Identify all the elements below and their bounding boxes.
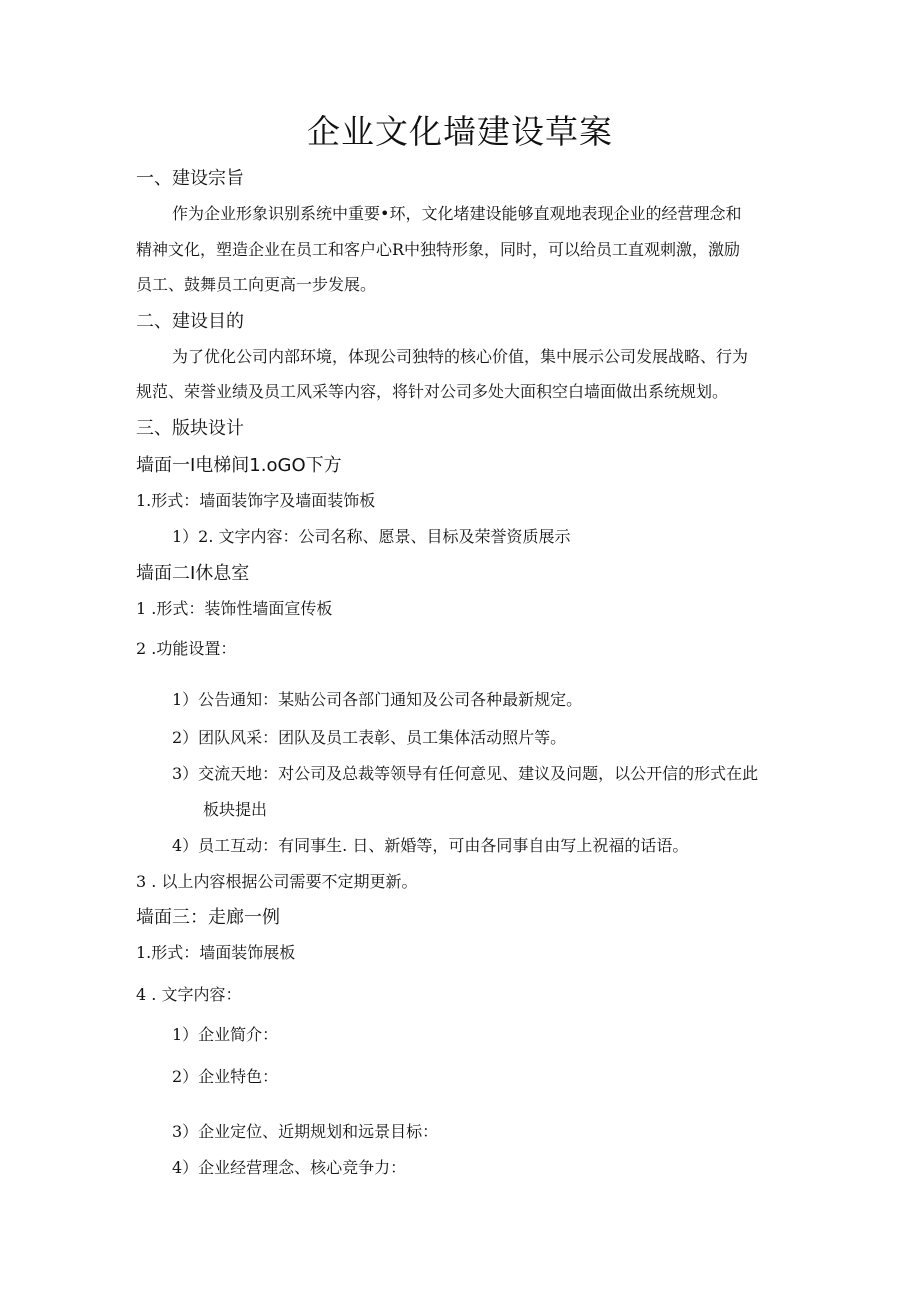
list-item: 1.形式：墙面装饰展板 <box>136 943 296 962</box>
list-subitem: 4）员工互动：有同事生. 日、新婚等，可由各同事自由写上祝福的话语。 <box>172 836 689 855</box>
list-item: 3 . 以上内容根据公司需要不定期更新。 <box>136 872 418 891</box>
list-item: 4 . 文字内容： <box>136 985 242 1004</box>
paragraph-line: 作为企业形象识别系统中重要•环，文化堵建设能够直观地表现企业的经营理念和 <box>172 204 742 223</box>
document-title: 企业文化墙建设草案 <box>307 112 613 151</box>
paragraph-line: 为了优化公司内部环境，体现公司独特的核心价值，集中展示公司发展战略、行为 <box>172 347 749 366</box>
section-heading-design: 三、版块设计 <box>136 418 244 439</box>
wall-heading-3: 墙面三：走廊一例 <box>136 907 280 928</box>
list-subitem: 3）交流天地：对公司及总裁等领导有任何意见、建议及问题，以公开信的形式在此 <box>172 764 759 783</box>
list-subitem: 4）企业经营理念、核心竞争力： <box>172 1158 407 1177</box>
list-item: 1）2. 文字内容：公司名称、愿景、目标及荣誉资质展示 <box>172 527 571 546</box>
paragraph-line: 规范、荣誉业绩及员工风采等内容，将针对公司多处大面积空白墙面做出系统规划。 <box>136 382 729 401</box>
paragraph-line: 员工、鼓舞员工向更高一步发展。 <box>136 275 377 294</box>
list-subitem: 2）企业特色： <box>172 1067 279 1086</box>
list-subitem: 1）企业简介： <box>172 1025 279 1044</box>
list-subitem-continued: 板块提出 <box>203 800 268 819</box>
list-subitem: 3）企业定位、近期规划和远景目标： <box>172 1122 439 1141</box>
paragraph-line: 精神文化，塑造企业在员工和客户心R中独特形象，同时，可以给员工直观刺激，激励 <box>136 240 741 259</box>
section-heading-purpose: 一、建设宗旨 <box>136 168 244 189</box>
section-heading-goal: 二、建设目的 <box>136 311 244 332</box>
wall-heading-1: 墙面一I电梯间1.oGO下方 <box>136 455 342 476</box>
list-item: 2 .功能设置： <box>136 639 237 658</box>
list-item: 1.形式：墙面装饰字及墙面装饰板 <box>136 491 376 510</box>
list-item: 1 .形式：装饰性墙面宣传板 <box>136 599 333 618</box>
list-subitem: 2）团队风采：团队及员工表彰、员工集体活动照片等。 <box>172 728 567 747</box>
list-subitem: 1）公告通知：某贴公司各部门通知及公司各种最新规定。 <box>172 690 583 709</box>
wall-heading-2: 墙面二I休息室 <box>136 563 250 584</box>
